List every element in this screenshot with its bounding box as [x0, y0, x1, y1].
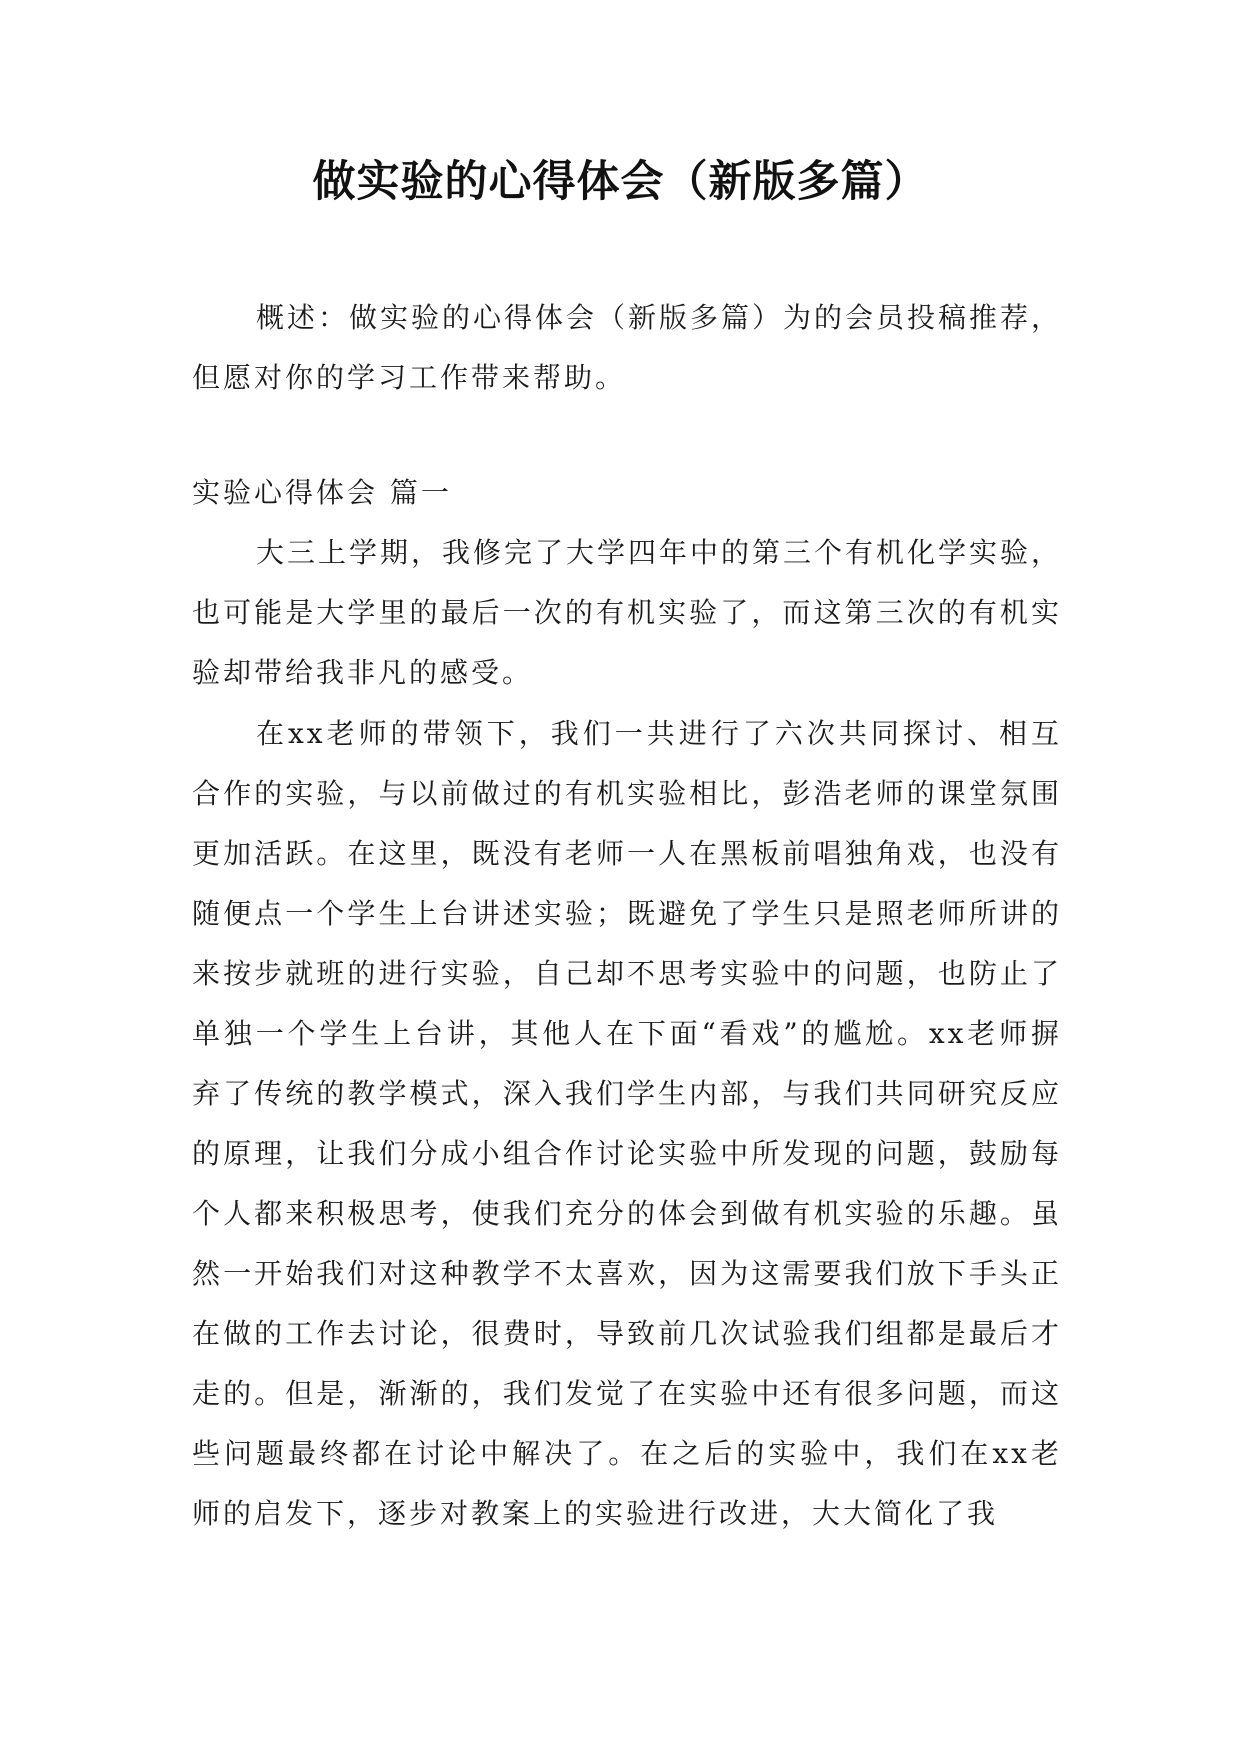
summary-paragraph: 概述：做实验的心得体会（新版多篇）为的会员投稿推荐，但愿对你的学习工作带来帮助。: [192, 301, 1063, 394]
body-paragraph: 在xx老师的带领下，我们一共进行了六次共同探讨、相互合作的实验，与以前做过的有机实验相比，彭浩老师的课堂氛围更加活跃。在这里，既没有老师一人在黑板前唱独角戏，也没有随便点一个学生上台讲述实验；既避免了学生只是照老师所讲的来按步就班的进行实验，自己却不思考实验中的问题，也防止了单独一个学生上台讲，其他人在下面“看戏”的尴尬。xx老师摒弃了传统的教学模式，深入我们学生内部，与我们共同研究反应的原理，让我们分成小组合作讨论实验中所发现的问题，鼓励每个人都来积极思考，使我们充分的体会到做有机实验的乐趣。虽然一开始我们对这种教学不太喜欢，因为这需要我们放下手头正在做的工作去讨论，很费时，导致前几次试验我们组都是最后才走的。但是，渐渐的，我们发觉了在实验中还有很多问题，而这些问题最终都在讨论中解决了。在之后的实验中，我们在xx老师的启发下，逐步对教案上的实验进行改进，大大简化了我: [192, 717, 1062, 1530]
body-paragraph: 大三上学期，我修完了大学四年中的第三个有机化学实验，也可能是大学里的最后一次的有机实验了，而这第三次的有机实验却带给我非凡的感受。: [192, 536, 1063, 689]
section-heading: 实验心得体会 篇一: [192, 476, 452, 509]
document-title: 做实验的心得体会（新版多篇）: [312, 157, 929, 207]
